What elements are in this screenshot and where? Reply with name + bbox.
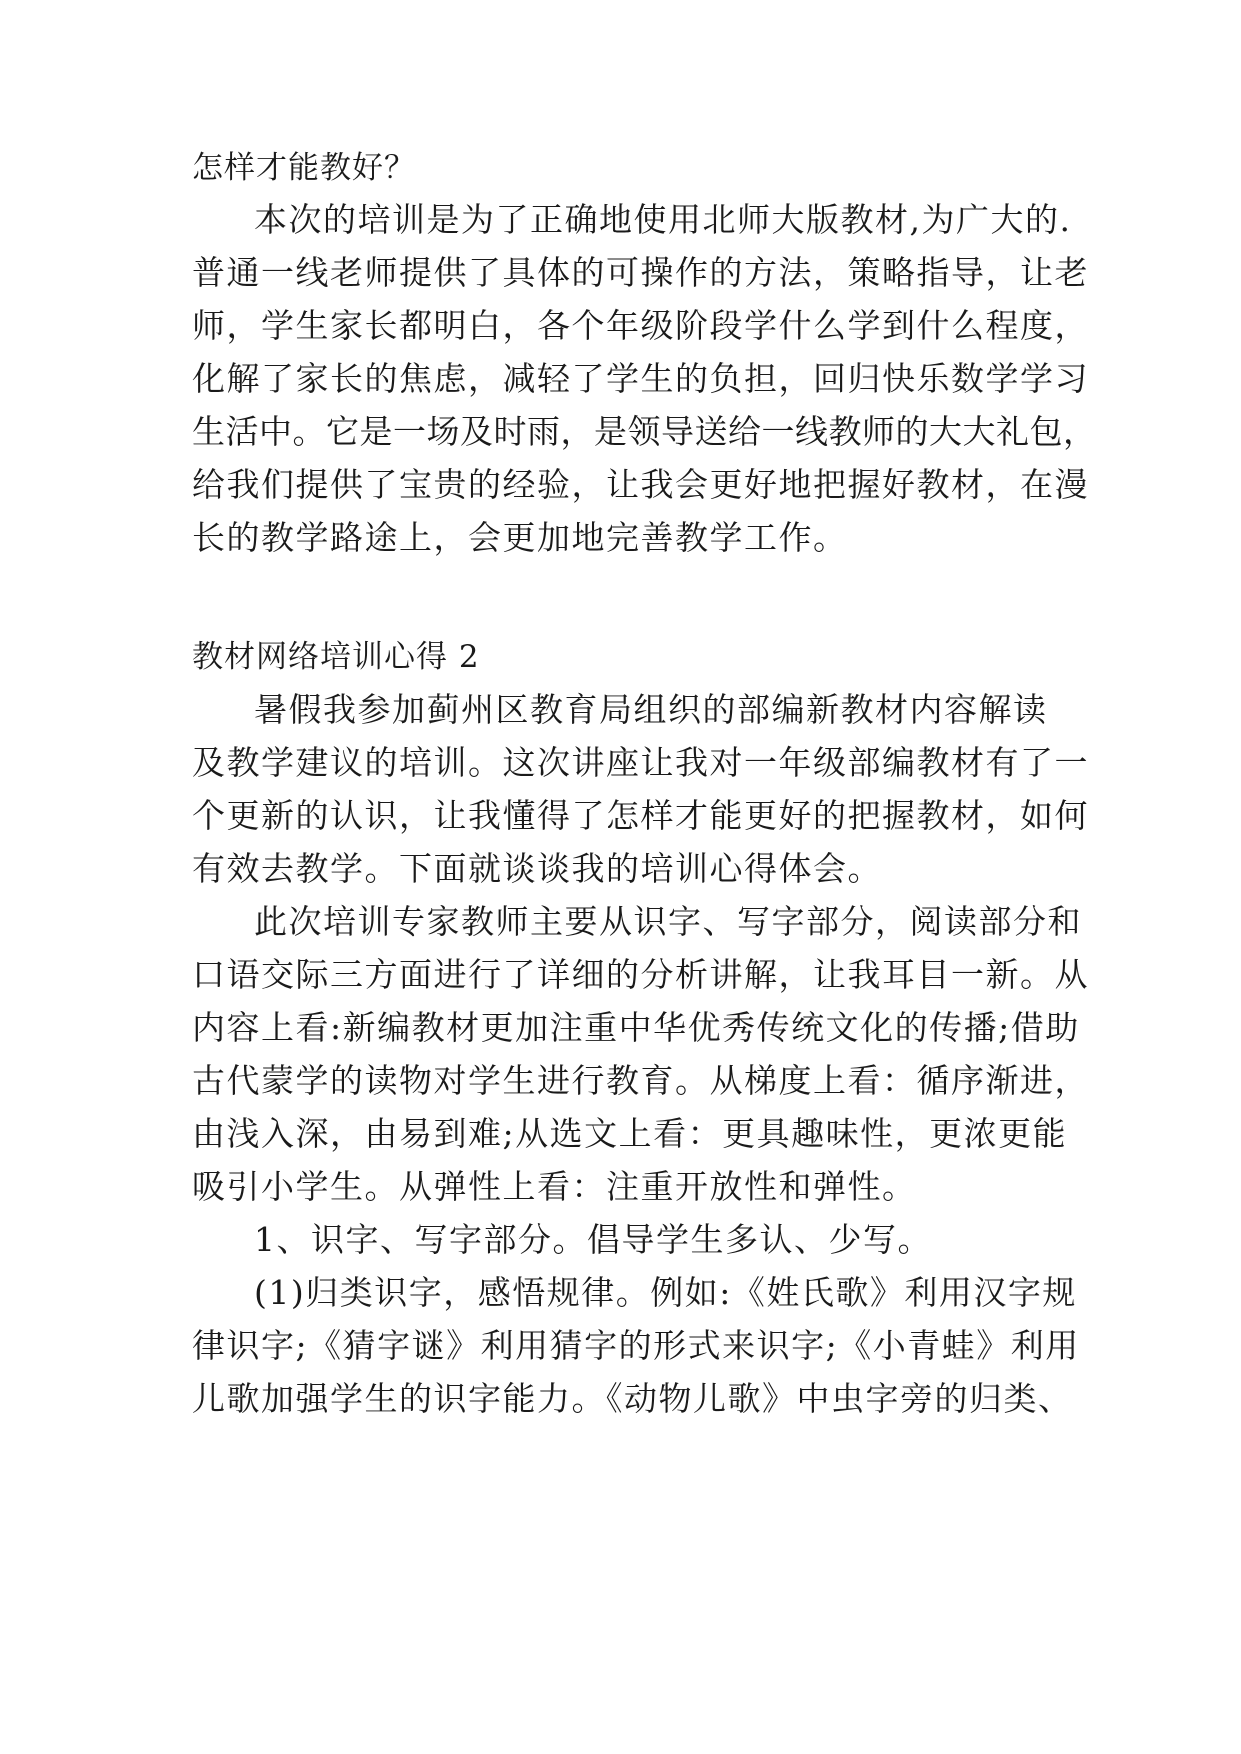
paragraph-line: 吸引小学生。从弹性上看：注重开放性和弹性。 (192, 1167, 917, 1206)
paragraph-line: 本次的培训是为了正确地使用北师大版教材,为广大的. (254, 200, 1072, 239)
paragraph-line: 1、识字、写字部分。倡导学生多认、少写。 (254, 1220, 932, 1259)
paragraph-line: 师，学生家长都明白，各个年级阶段学什么学到什么程度， (192, 306, 1089, 345)
paragraph-line: 及教学建议的培训。这次讲座让我对一年级部编教材有了一 (192, 743, 1089, 782)
section-heading-2: 教材网络培训心得 2 (192, 639, 480, 675)
paragraph-line: 口语交际三方面进行了详细的分析讲解，让我耳目一新。从 (192, 955, 1089, 994)
paragraph-line: 暑假我参加蓟州区教育局组织的部编新教材内容解读 (254, 690, 1048, 729)
paragraph-line: 律识字;《猜字谜》利用猜字的形式来识字;《小青蛙》利用 (192, 1326, 1080, 1365)
paragraph-line: (1)归类识字，感悟规律。例如:《姓氏歌》利用汉字规 (254, 1273, 1077, 1312)
paragraph-line: 个更新的认识，让我懂得了怎样才能更好的把握教材，如何 (192, 796, 1089, 835)
paragraph-line: 儿歌加强学生的识字能力。《动物儿歌》中虫字旁的归类、 (192, 1379, 1073, 1418)
paragraph-line: 有效去教学。下面就谈谈我的培训心得体会。 (192, 849, 882, 888)
paragraph-line: 给我们提供了宝贵的经验，让我会更好地把握好教材，在漫 (192, 465, 1089, 504)
section-heading-1: 怎样才能教好？ (192, 150, 416, 186)
paragraph-line: 生活中。它是一场及时雨，是领导送给一线教师的大大礼包， (192, 412, 1097, 451)
paragraph-line: 化解了家长的焦虑，减轻了学生的负担，回归快乐数学学习 (192, 359, 1089, 398)
paragraph-line: 由浅入深，由易到难;从选文上看：更具趣味性，更浓更能 (192, 1114, 1068, 1153)
paragraph-line: 普通一线老师提供了具体的可操作的方法，策略指导，让老 (192, 253, 1089, 292)
paragraph-line: 内容上看:新编教材更加注重中华优秀传统文化的传播;借助 (192, 1008, 1080, 1047)
paragraph-line: 此次培训专家教师主要从识字、写字部分，阅读部分和 (254, 902, 1082, 941)
paragraph-line: 古代蒙学的读物对学生进行教育。从梯度上看：循序渐进， (192, 1061, 1089, 1100)
paragraph-line: 长的教学路途上，会更加地完善教学工作。 (192, 518, 848, 557)
